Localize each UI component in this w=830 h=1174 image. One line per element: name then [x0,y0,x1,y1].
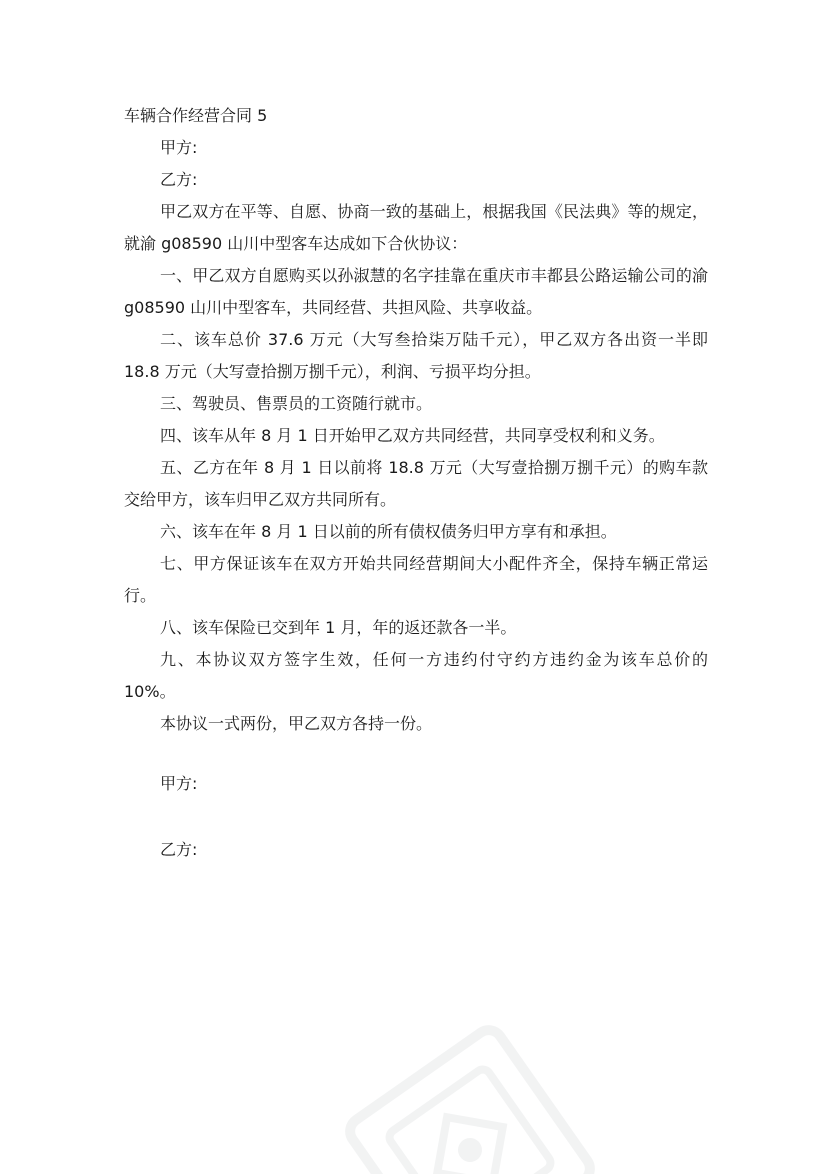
signature-spacer [124,800,708,834]
party-b-label: 乙方: [160,170,198,189]
watermark-logo-icon [317,997,623,1174]
clause-1: 一、甲乙双方自愿购买以孙淑慧的名字挂靠在重庆市丰都县公路运输公司的渝 g08590 山川中型客车，共同经营、共担风险、共享收益。 [124,266,708,317]
copies-statement: 本协议一式两份，甲乙双方各持一份。 [160,714,433,733]
clause-3: 三、驾驶员、售票员的工资随行就市。 [160,394,433,413]
party-a-label: 甲方: [160,138,198,157]
document-body [124,100,708,866]
clause-5: 五、乙方在年 8 月 1 日以前将 18.8 万元（大写壹拾捌万捌千元）的购车款交给甲方，该车归甲乙双方共同所有。 [124,458,708,509]
clause-6: 六、该车在年 8 月 1 日以前的所有债权债务归甲方享有和承担。 [160,522,617,541]
clause-7: 七、甲方保证该车在双方开始共同经营期间大小配件齐全，保持车辆正常运行。 [124,554,708,605]
clause-2: 二、该车总价 37.6 万元（大写叁拾柒万陆千元），甲乙双方各出资一半即 18.8 万元（大写壹拾捌万捌千元），利润、亏损平均分担。 [124,330,708,381]
document-title: 车辆合作经营合同 5 [124,106,268,125]
signature-spacer [124,740,708,768]
intro-paragraph: 甲乙双方在平等、自愿、协商一致的基础上，根据我国《民法典》等的规定，就渝 g08590 山川中型客车达成如下合伙协议： [124,202,708,253]
clause-8: 八、该车保险已交到年 1 月，年的返还款各一半。 [160,618,517,637]
clause-4: 四、该车从年 8 月 1 日开始甲乙双方共同经营，共同享受权利和义务。 [160,426,665,445]
clause-9: 九、本协议双方签字生效，任何一方违约付守约方违约金为该车总价的 10%。 [124,650,708,701]
signature-party-b: 乙方: [160,840,198,859]
signature-party-a: 甲方: [160,774,198,793]
